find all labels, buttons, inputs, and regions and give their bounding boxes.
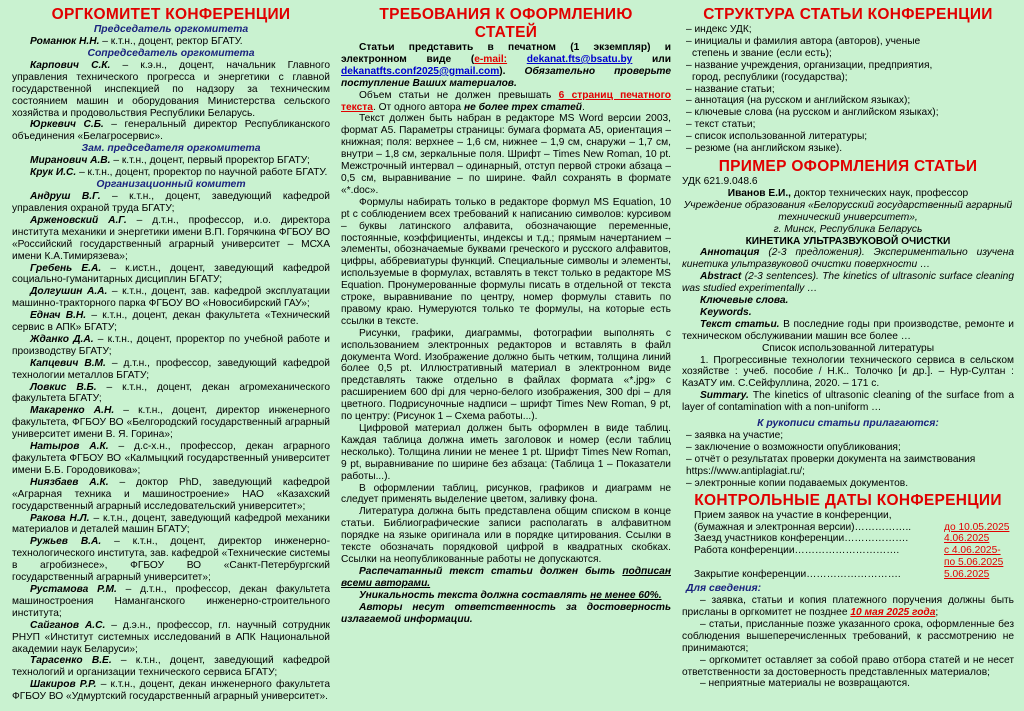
info-late: – статьи, присланные позже указанного срока, оформленные без соблюдения вышеперечисленных требований, к рассмотрению не принимаются; [682,618,1014,654]
cochair-entry: Юркевич С.Б. – генеральный директор Республиканского объединения «Белагросервис». [12,119,330,143]
cochair-entry: Карпович С.К. – к.э.н., доцент, начальник Главного управления технического прогресса и энергетики с главной государственной инспекцией по надзору за техническим состоянием машин и оборудования Министерства сельского хозяйства и продовольствия Республики Беларусь. [12,59,330,119]
info-rights: – оргкомитет оставляет за собой право отбора статей и не несет ответственности за достоверность представленных материалов; [682,654,1014,678]
structure-item: город, республики (государства); [692,71,848,83]
tables-paragraph: Цифровой материал должен быть оформлен в виде таблиц. Каждая таблица должна иметь заголовок и номер (если таблиц несколько). Толщина линии не менее 1 pt. Шрифт Times New Roman, 9 pt, выравнивание по ширине без абзаца: (Таблица 1 – Показатели работы...). [341,423,671,482]
abstract-line: Abstract (2-3 sentences). The kinetics of ultrasonic surface cleaning was studied experimentally … [682,271,1014,295]
committee-member-entry: Натыров А.К. – д.с-х.н., профессор, декан аграрного факультета ФГБОУ ВО «Калмыцкий государственный университет имени Б.Б. Городовикова»; [12,441,330,476]
deputy-entry: Крук И.С. – к.т.н., доцент, проректор по научной работе БГАТУ. [30,167,328,179]
deputy-entry: Миранович А.В. – к.т.н., доцент, первый проректор БГАТУ; [30,155,310,167]
committee-member-entry: Еднач В.Н. – к.т.н., доцент, декан факультета «Технический сервис в АПК» БГАТУ; [12,310,330,334]
date-value: 5.06.2025 [944,569,990,581]
date-row [682,522,1014,534]
literature-heading: Список использованной литературы [761,342,935,354]
committee-member-entry: Макаренко А.Н. – к.т.н., доцент, директор инженерного факультета, ФГБОУ ВО «Белгородский государственный аграрный университет имени В. Я. Горина»; [12,405,330,441]
organizing-committee-title: ОРГКОМИТЕТ КОНФЕРЕНЦИИ [51,6,291,23]
literature-entry: 1. Прогрессивные технологии технического сервиса в сельском хозяйстве : учеб. пособие / Н.К.. Толочко [и др.]. – Нур-Султан : КазАТУ им. С.Сейфуллина, 2020. – 171 с. [682,354,1014,390]
structure-item: – инициалы и фамилия автора (авторов), ученые [686,35,921,47]
cochair-heading: Сопредседатель оргкомитета [87,47,255,59]
attachment-item: – электронные копии подаваемых документов. [686,477,909,489]
date-value: с 4.06.2025- [944,545,1001,557]
submission-paragraph: Статьи представить в печатном (1 экземпляр) и электронном виде (e-mail: dekanat.fts@bsatu.by или dekanatfts.conf2025@gmail.com). Обязательно проверьте поступление Ваших материалов. [341,42,671,89]
city-line: г. Минск, Республика Беларусь [773,223,923,235]
date-value: до 10.05.2025 [944,521,1010,533]
date-row [682,569,1014,581]
date-row [682,545,1014,557]
committee-member-entry: Ловкис В.Б. – к.т.н., доцент, декан агромеханического факультета БГАТУ; [12,381,330,405]
structure-item: – аннотация (на русском и английском языках); [686,95,911,107]
date-label: Работа конференции…………………………. [694,545,900,557]
structure-item: степень и звание (если есть); [692,47,832,59]
no-color-paragraph: В оформлении таблиц, рисунков, графиков и диаграмм не следует применять выделение цветом, заливку фона. [341,482,671,506]
literature-paragraph: Литература должна быть представлена общим списком в конце статьи. Библиографические записи располагать в алфавитном порядке на языке оригинала или в порядке цитирования. Ссылки в тексте обозначать порядковой цифрой в квадратных скобках. Ссылки на неопубликованные работы не допускаются. [341,506,671,565]
cochair-list [12,60,330,143]
date-label: Заезд участников конференции………………. [694,533,909,545]
article-title: КИНЕТИКА УЛЬТРАЗВУКОВОЙ ОЧИСТКИ [745,235,951,247]
uniqueness-paragraph: Уникальность текста должна составлять не менее 60%. [359,589,662,601]
annotation-line: Аннотация (2-3 предложения). Экспериментально изучена кинетика ультразвуковой очистки поверхности … [682,247,1014,271]
attachment-item: – заключение о возможности опубликования; [686,442,901,453]
committee-member-entry: Рустамова Р.М. – д.т.н., профессор, декан факультета машиностроения Наманганского инженерно-строительного института; [12,583,330,619]
attachment-item: – отчёт о результатах проверки документа на заимствования https://www.antiplagiat.ru/; [686,453,976,477]
volume-paragraph: Объем статьи не должен превышать 6 страниц печатного текста. От одного автора не более трех статей. [341,89,671,113]
structure-item: – индекс УДК; [686,24,752,35]
committee-member-list [12,191,330,703]
info-return: – неприятные материалы не возвращаются. [700,678,910,690]
structure-item: – название учреждения, организации, предприятия, [686,59,933,71]
committee-member-entry: Шакиров Р.Р. – к.т.н., доцент, декан инженерного факультета ФГБОУ ВО «Удмуртский государственный аграрный университет». [12,679,330,703]
signature-paragraph: Распечатанный текст статьи должен быть подписан всеми авторами. [341,565,671,589]
committee-member-entry: Ружьев В.А. – к.т.н., доцент, директор инженерно-технологического института, зав. кафедрой «Технические системы в агробизнесе», ФГБОУ ВО «Санкт-Петербургский государственный аграрный университет»; [12,536,330,584]
structure-item: – резюме (на английском языке). [686,143,843,155]
structure-title: СТРУКТУРА СТАТЬИ КОНФЕРЕНЦИИ [703,6,993,23]
responsibility-paragraph: Авторы несут ответственность за достоверность излагаемой информации. [341,601,671,625]
summary-line: Summary. The kinetics of ultrasonic cleaning of the surface from a layer of contamination with a non-uniform … [682,390,1014,414]
keywords-en-line: Keywords. [700,306,752,318]
committee-member-entry: Гребень Е.А. – к.ист.н., доцент, заведующий кафедрой социально-гуманитарных дисциплин БГАТУ; [12,262,330,286]
date-value: по 5.06.2025 [944,557,1004,569]
chair-entry: Романюк Н.Н. – к.т.н., доцент, ректор БГАТУ. [30,36,243,47]
example-title: ПРИМЕР ОФОРМЛЕНИЯ СТАТЬИ [718,157,978,175]
date-row [682,533,1014,545]
format-paragraph: Текст должен быть набран в редакторе MS Word версии 2003, формат А5. Параметры страницы: бумага формата А5, ориентация – книжная; поля: верхнее – 1,6 см, нижнее – 1,9 см, снаружи – 1,7 см, внутри – 1,8 см, зеркальные поля. Шрифт – Times New Roman, 10 pt. Межстрочный интервал – одинарный, отступ первой строки абзаца – 0,5 см, выравнивание – по ширине. Файл сохранять в формате «*.doc». [341,113,671,196]
structure-item: – название статьи; [686,83,775,95]
committee-member-entry: Ниязбаев А.К. – доктор PhD, заведующий кафедрой «Аграрная техника и машиностроение» НАО «Казахский государственный аграрный исследовательский университет»; [12,476,330,512]
dates-table [682,510,1014,581]
deputy-list [12,155,330,179]
organizing-committee-column [12,6,330,711]
structure-item: – текст статьи; [686,119,756,131]
formulas-paragraph: Формулы набирать только в редакторе формул MS Equation, 10 pt с соблюдением всех требований к написанию символов: курсивом – буквы латинского алфавита, обозначающие переменные, постоянные, коэффициенты, индексы и т.д.; прямым начертанием – элементы, обозначаемые буквами греческого и русского алфавитов, цифры, аббревиатуры функций. Специальные символы и элементы, используемые в формулах, вставлять в текст только в редакторе MS Equation. Пронумерованные формулы писать в отдельной от текста строке, выравнивание по центру, номер формулы ставить по правому краю. Нумеруются только те формулы, на которые есть ссылки в тексте. [341,196,671,327]
attachment-item: – заявка на участие; [686,430,784,442]
committee-member-entry: Андруш В.Г. – к.т.н., доцент, заведующий кафедрой управления охраной труда БГАТУ; [12,191,330,214]
info-deadline: – заявка, статьи и копия платежного поручения должны быть присланы в оргкомитет не позднее 10 мая 2025 года; [682,595,1014,618]
institution-line: Учреждение образования «Белорусский государственный аграрный технический университет», [683,199,1013,223]
attachments-heading: К рукописи статьи прилагаются: [757,418,939,430]
committee-member-entry: Сайганов А.С. – д.э.н., профессор, гл. научный сотрудник РНУП «Институт системных исследований в АПК Национальной академии наук Беларуси»; [12,619,330,655]
structure-item: – ключевые слова (на русском и английском языках); [686,107,939,119]
info-heading: Для сведения: [686,583,762,595]
date-value [944,510,1014,522]
dates-title: КОНТРОЛЬНЫЕ ДАТЫ КОНФЕРЕНЦИИ [694,491,1002,509]
committee-member-entry: Ракова Н.Л. – к.т.н., доцент, заведующий кафедрой механики материалов и деталей машин БГАТУ; [12,512,330,536]
committee-member-entry: Тарасенко В.Е. – к.т.н., доцент, заведующий кафедрой технологий и организации технического сервиса БГАТУ; [12,655,330,679]
email-link-secondary[interactable]: dekanatfts.conf2025@gmail.com [341,65,500,77]
date-label: Закрытие конференции………………………. [694,569,901,581]
requirements-title: ТРЕБОВАНИЯ К ОФОРМЛЕНИЮ СТАТЕЙ [379,6,633,41]
structure-column [682,6,1014,711]
committee-member-entry: Жданко Д.А. – к.т.н., доцент, проректор по учебной работе и производству БГАТУ; [12,333,330,357]
date-label: Прием заявок на участие в конференции, [694,509,892,521]
article-text-line: Текст статьи. В последние годы при производстве, ремонте и техническом обслуживании машин все более … [682,318,1014,342]
date-row [682,557,1014,569]
figures-paragraph: Рисунки, графики, диаграммы, фотографии выполнять с использованием электронных редакторов и вставлять в файл документа Word. Изображение должно быть четким, толщина линий более 0,5 pt. Иллюстративный материал в электронном виде представлять также отдельно в файлах формата «*.jpg» с расширением 600 dpi для черно-белого изображения, 300 dpi – для цветного. Подрисуночные надписи – шрифт Times New Roman, 9 pt, по центру: (Рисунок 1 – Схема работы...). [341,327,671,423]
date-row [682,510,1014,522]
committee-member-entry: Капцевич В.М. – д.т.н., профессор, заведующий кафедрой технологии металлов БГАТУ; [12,357,330,381]
committee-member-entry: Долгушин А.А. – к.т.н., доцент, зав. кафедрой эксплуатации машинно-тракторного парка ФГБОУ ВО «Новосибирский ГАУ»; [12,286,330,310]
deputy-heading: Зам. председателя оргкомитета [81,143,261,155]
chair-heading: Председатель оргкомитета [93,24,249,35]
author-line: Иванов Е.И., доктор технических наук, профессор [727,187,969,199]
requirements-column [341,6,671,711]
date-label [682,557,944,569]
attachments-list [682,430,1014,490]
udk-line: УДК 621.9.048.6 [682,175,758,187]
date-label: (бумажная и электронная версии)…………….. [694,521,912,533]
committee-heading: Организационный комитет [96,179,246,191]
email-link-primary[interactable]: dekanat.fts@bsatu.by [526,53,633,65]
keywords-line: Ключевые слова. [700,295,789,307]
committee-member-entry: Арженовский А.Г. – д.т.н., профессор, и.о. директора института механики и энергетики имени В.П. Горячкина ФГБОУ ВО «Российский государственный аграрный университет – МСХА имени К.А.Тимирязева»; [12,214,330,262]
structure-list [682,24,1014,155]
structure-item: – список использованной литературы; [686,131,868,143]
date-value: 4.06.2025 [944,533,990,545]
